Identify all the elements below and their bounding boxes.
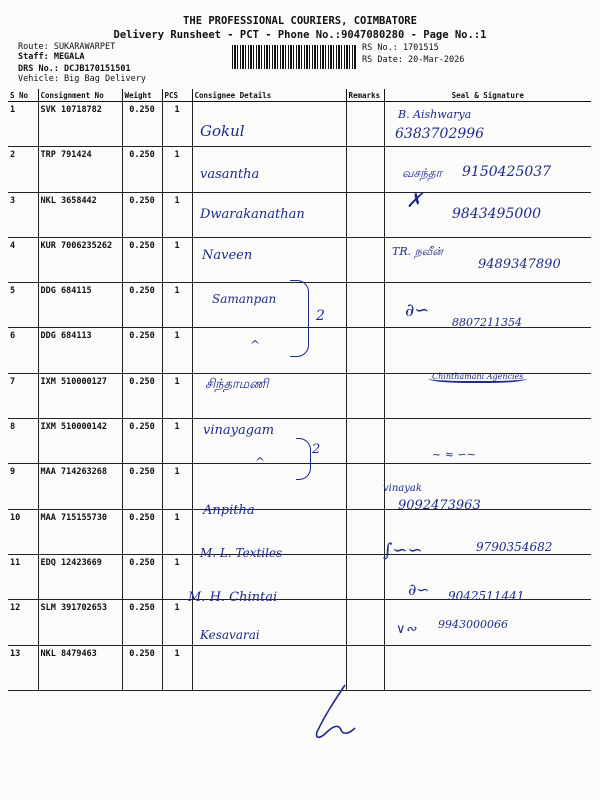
cell-remarks — [346, 419, 384, 464]
handwritten-phone: 9943000066 — [438, 618, 508, 631]
page-subtitle: Delivery Runsheet - PCT - Phone No.:9047080280 - Page No.:1 — [113, 29, 487, 41]
cell-remarks — [346, 283, 384, 328]
cell-weight: 0.250 — [122, 373, 162, 418]
handwritten-phone: 9042511441 — [448, 589, 525, 603]
handwritten-consignee: M. L. Textiles — [200, 546, 283, 560]
handwritten-phone: 9150425037 — [462, 164, 552, 180]
cell-pcs: 1 — [162, 102, 192, 147]
drs-label: DRS No.: DCJB170151501 — [18, 64, 131, 74]
handwritten-scribble: ∂∽ — [408, 580, 430, 599]
staff-label: Staff: MEGALA — [18, 52, 85, 62]
cell-cn: IXM 510000142 — [38, 419, 122, 464]
col-header-sno: S No — [8, 89, 38, 102]
cell-sno: 2 — [8, 147, 38, 192]
cell-weight: 0.250 — [122, 147, 162, 192]
cell-pcs: 1 — [162, 554, 192, 599]
handwritten-mark: ^ — [250, 338, 261, 352]
handwritten-consignee: Gokul — [200, 122, 245, 140]
col-header-pcs: PCS — [162, 89, 192, 102]
cell-sno: 8 — [8, 419, 38, 464]
cell-weight: 0.250 — [122, 102, 162, 147]
cell-pcs: 1 — [162, 237, 192, 282]
rs-number: RS No.: 1701515 — [362, 43, 439, 53]
cell-sno: 12 — [8, 600, 38, 645]
cell-sno: 7 — [8, 373, 38, 418]
cell-pcs: 1 — [162, 283, 192, 328]
cell-weight: 0.250 — [122, 464, 162, 509]
cell-pcs: 1 — [162, 147, 192, 192]
cell-weight: 0.250 — [122, 419, 162, 464]
cell-sno: 5 — [8, 283, 38, 328]
handwritten-phone: 9489347890 — [478, 257, 561, 272]
table-header-row — [8, 89, 591, 102]
cell-sno: 6 — [8, 328, 38, 373]
cell-pcs: 1 — [162, 464, 192, 509]
cell-remarks — [346, 554, 384, 599]
cell-weight: 0.250 — [122, 237, 162, 282]
cell-weight: 0.250 — [122, 192, 162, 237]
cell-pcs: 1 — [162, 600, 192, 645]
handwritten-phone: 9790354682 — [476, 540, 553, 554]
cell-sno: 1 — [8, 102, 38, 147]
cell-cn: SVK 10718782 — [38, 102, 122, 147]
col-header-consignment: Consignment No — [38, 89, 122, 102]
handwritten-consignee: Anpitha — [203, 503, 255, 518]
table-row — [8, 645, 591, 690]
handwritten-mark: ^ — [255, 455, 266, 469]
cell-sno: 4 — [8, 237, 38, 282]
cell-remarks — [346, 237, 384, 282]
col-header-remarks: Remarks — [346, 89, 384, 102]
cell-remarks — [346, 509, 384, 554]
handwritten-consignee: M. H. Chintai — [188, 590, 278, 605]
handwritten-phone: 9092473963 — [398, 498, 481, 513]
vehicle-label: Vehicle: Big Bag Delivery — [18, 74, 146, 84]
handwritten-phone: 8807211354 — [452, 316, 522, 329]
cell-remarks — [346, 328, 384, 373]
handwritten-brace — [290, 280, 309, 357]
cell-remarks — [346, 192, 384, 237]
handwritten-consignee: Samanpan — [212, 292, 277, 306]
cell-weight: 0.250 — [122, 600, 162, 645]
handwritten-scribble: ∂∽ — [405, 300, 430, 321]
barcode — [232, 45, 356, 69]
brace-count: 2 — [312, 442, 321, 457]
cell-cn: TRP 791424 — [38, 147, 122, 192]
handwritten-consignee: vinayagam — [203, 423, 275, 438]
cell-pcs: 1 — [162, 373, 192, 418]
cell-pcs: 1 — [162, 509, 192, 554]
cell-cn: SLM 391702653 — [38, 600, 122, 645]
cell-signature — [384, 419, 591, 464]
staff-signature — [305, 680, 365, 745]
handwritten-signature: வசந்தா — [402, 166, 442, 180]
handwritten-scribble: ~ ≈ ∽∼ — [432, 448, 476, 461]
cell-signature — [384, 645, 591, 690]
cell-sno: 11 — [8, 554, 38, 599]
handwritten-brace — [296, 438, 311, 480]
cell-weight: 0.250 — [122, 328, 162, 373]
handwritten-scribble: ✗ — [406, 188, 423, 212]
page-title: THE PROFESSIONAL COURIERS, COIMBATORE — [183, 15, 417, 27]
cell-cn: NKL 3658442 — [38, 192, 122, 237]
cell-pcs: 1 — [162, 645, 192, 690]
handwritten-signature: TR. நவீன் — [392, 245, 443, 258]
cell-remarks — [346, 600, 384, 645]
col-header-weight: Weight — [122, 89, 162, 102]
cell-remarks — [346, 147, 384, 192]
cell-weight: 0.250 — [122, 645, 162, 690]
cell-weight: 0.250 — [122, 554, 162, 599]
cell-pcs: 1 — [162, 192, 192, 237]
handwritten-phone: 6383702996 — [395, 126, 485, 142]
cell-pcs: 1 — [162, 328, 192, 373]
col-header-signature: Seal & Signature — [384, 89, 591, 102]
cell-sno: 3 — [8, 192, 38, 237]
handwritten-scribble: ∨∾ — [396, 622, 417, 637]
handwritten-consignee: vasantha — [200, 167, 260, 182]
handwritten-phone: 9843495000 — [452, 206, 542, 222]
cell-cn: MAA 715155730 — [38, 509, 122, 554]
handwritten-signature: vinayak — [383, 483, 422, 494]
cell-weight: 0.250 — [122, 509, 162, 554]
brace-count: 2 — [316, 308, 325, 324]
route-label: Route: SUKARAWARPET — [18, 42, 116, 52]
cell-remarks — [346, 464, 384, 509]
company-stamp: Chinthamani Agencies — [428, 372, 527, 383]
col-header-consignee: Consignee Details — [192, 89, 346, 102]
cell-cn: EDQ 12423669 — [38, 554, 122, 599]
cell-cn: DDG 684113 — [38, 328, 122, 373]
cell-signature — [384, 328, 591, 373]
cell-sno: 10 — [8, 509, 38, 554]
cell-sno: 13 — [8, 645, 38, 690]
cell-cn: MAA 714263268 — [38, 464, 122, 509]
cell-cn: DDG 684115 — [38, 283, 122, 328]
cell-weight: 0.250 — [122, 283, 162, 328]
cell-remarks — [346, 102, 384, 147]
table-row — [8, 102, 591, 147]
rs-date: RS Date: 20-Mar-2026 — [362, 55, 465, 65]
cell-remarks — [346, 373, 384, 418]
handwritten-consignee: Dwarakanathan — [200, 207, 305, 222]
cell-consignee — [192, 328, 346, 373]
handwritten-consignee: Naveen — [202, 248, 253, 263]
cell-cn: IXM 510000127 — [38, 373, 122, 418]
handwritten-consignee: Kesavarai — [200, 628, 260, 642]
handwritten-signature: B. Aishwarya — [398, 108, 472, 121]
handwritten-consignee: சிந்தாமணி — [205, 377, 269, 392]
cell-cn: KUR 7006235262 — [38, 237, 122, 282]
cell-cn: NKL 8479463 — [38, 645, 122, 690]
cell-pcs: 1 — [162, 419, 192, 464]
handwritten-scribble: ∫∽∽ — [383, 540, 423, 561]
cell-sno: 9 — [8, 464, 38, 509]
